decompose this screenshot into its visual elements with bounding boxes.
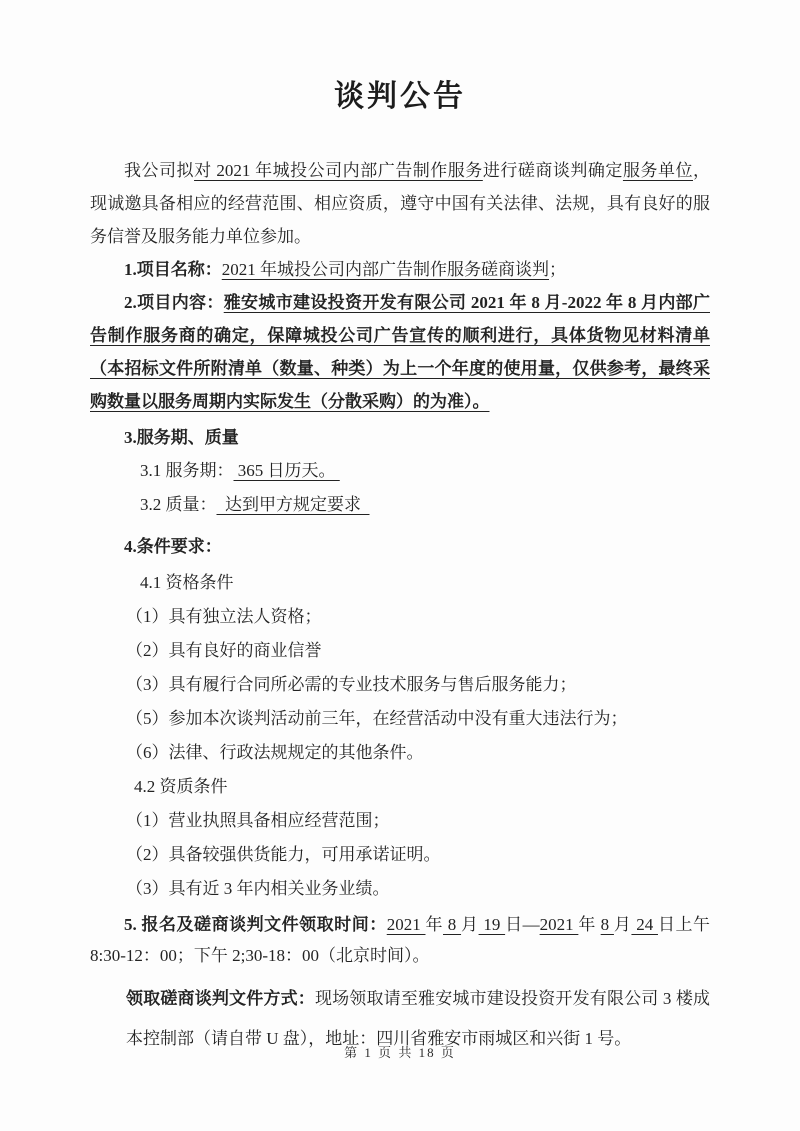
item-2-content: 雅安城市建设投资开发有限公司 2021 年 8 月-2022 年 8 月内部广告制作服务商的确定，保障城投公司广告宣传的顺利进行，具体货物见材料清单（本招标文件所附清单（数量、种类）为上一个年度的使用量，仅供参考，最终采购数量以服务周期内实际发生（分散采购）的为准）。 <box>90 292 710 411</box>
text-run: 日上午8:30-12：00；下午 2;30-18：00（北京时间）。 <box>90 914 710 965</box>
intro-paragraph <box>90 154 710 253</box>
qualification-item-5: （5）参加本次谈判活动前三年，在经营活动中没有重大违法行为； <box>126 708 628 728</box>
date-month-start: 8 <box>443 914 462 934</box>
item-3-1-label: 3.1 服务期： <box>140 460 234 480</box>
text-run: 我公司拟 <box>124 160 195 180</box>
credential-item-1: （1）营业执照具备相应经营范围； <box>126 810 390 830</box>
text-run: 月 <box>613 914 632 934</box>
item-1-tail: ； <box>549 259 566 279</box>
date-year-end: 2021 <box>539 914 579 934</box>
item-1-label: 1.项目名称： <box>124 259 222 279</box>
underlined-text-run: 对 2021 年城投公司内部广告制作服务 <box>194 160 483 180</box>
item-3-heading: 3.服务期、质量 <box>124 427 239 447</box>
item-3-2-value: 达到甲方规定要求 <box>216 494 370 514</box>
underlined-text-run: 服务单位 <box>622 160 693 180</box>
page-number: 第 1 页 共 18 页 <box>344 1045 456 1060</box>
item-3-2-label: 3.2 质量： <box>140 494 217 514</box>
qualification-item-3: （3）具有履行合同所必需的专业技术服务与售后服务能力； <box>126 674 577 694</box>
qualification-item-1: （1）具有独立法人资格； <box>126 606 322 626</box>
item-4-2-heading: 4.2 资质条件 <box>134 776 228 796</box>
item-2-label: 2.项目内容： <box>124 292 224 312</box>
item-3-1-service-period <box>90 454 710 488</box>
item-1-content: 2021 年城投公司内部广告制作服务磋商谈判 <box>221 259 549 279</box>
pickup-method-content: 现场领取请至雅安城市建设投资开发有限公司 3 楼成本控制部（请自带 U 盘），地址：四川省雅安市雨城区和兴街 1 号。 <box>126 988 711 1048</box>
credential-item-3: （3）具有近 3 年内相关业务业绩。 <box>126 878 390 898</box>
pickup-method-label: 领取磋商谈判文件方式： <box>126 988 315 1008</box>
text-run: 年 <box>425 914 444 934</box>
item-3-2-quality <box>90 488 710 522</box>
item-2-project-content <box>90 286 710 418</box>
item-4-1-heading: 4.1 资格条件 <box>140 572 234 592</box>
credential-item-2: （2）具备较强供货能力，可用承诺证明。 <box>126 844 441 864</box>
date-day-start: 19 <box>478 914 506 934</box>
page-title: 谈判公告 <box>334 80 466 113</box>
item-3-1-value: 365 日历天。 <box>233 460 340 480</box>
date-year-start: 2021 <box>386 914 426 934</box>
text-run: 进行磋商谈判确定 <box>482 160 623 180</box>
text-run: 月 <box>461 914 479 934</box>
date-month-end: 8 <box>600 914 614 934</box>
date-day-end: 24 <box>631 914 658 934</box>
item-4-heading: 4.条件要求： <box>124 536 222 556</box>
qualification-item-2: （2）具有良好的商业信誉 <box>126 640 322 660</box>
item-5-label: 5. 报名及磋商谈判文件领取时间： <box>124 914 387 934</box>
text-run: ，现诚邀具备相应的经营范围、相应资质，遵守中国有关法律、法规，具有良好的服务信誉及服务能力单位参加。 <box>90 160 710 246</box>
text-run: 日— <box>505 914 540 934</box>
item-1-project-name <box>90 253 710 286</box>
qualification-item-6: （6）法律、行政法规规定的其他条件。 <box>126 742 424 762</box>
item-5-document-pickup-time <box>90 909 710 971</box>
text-run: 年 <box>578 914 601 934</box>
